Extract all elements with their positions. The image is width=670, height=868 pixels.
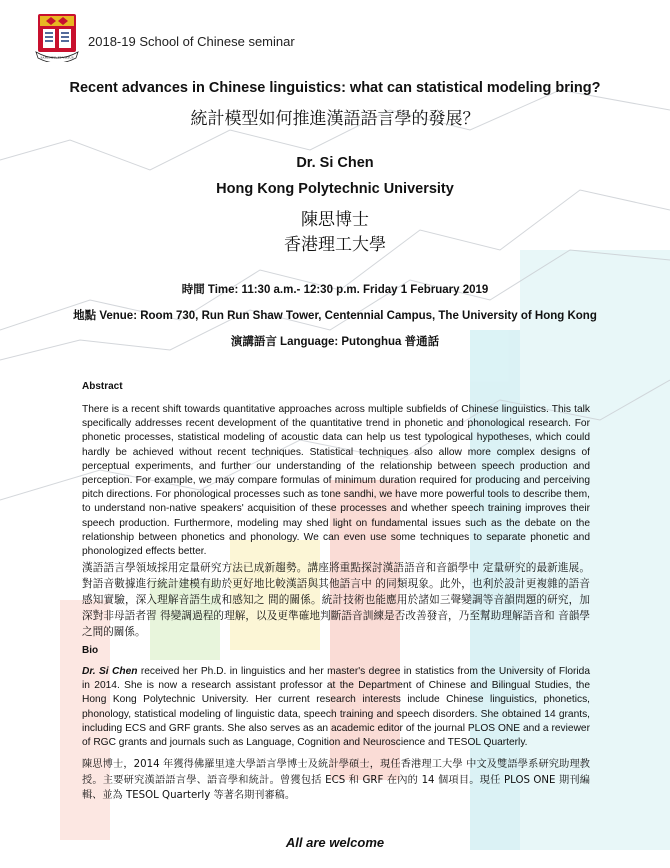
event-venue: 地點 Venue: Room 730, Run Run Shaw Tower, Centennial Campus, The University of Hong Kong [73, 310, 597, 322]
abstract-chinese: 漢語語言學領域採用定量研究方法已成新趨勢。講座將重點探討漢語語音和音韻學中 定量研究的最新進展。對語音數據進行統計建模有助於更好地比較漢語與其他語言中 的同類現象。此外，也利於設計更複雜的語音感知實驗，深入理解音語生成和感知之 間的關係。統計技術也能應用於諸如三聲變調等音韻問題的研究，加深對非母語者習 得變調過程的理解，以及更準確地判斷語音訓練是否改善發音，乃至幫助理解語音和 音韻學之間的關係。 [82, 562, 590, 638]
title-english: Recent advances in Chinese linguistics: what can statistical modeling bring? [69, 80, 601, 96]
speaker-affiliation: Hong Kong Polytechnic University [216, 181, 454, 197]
bio-speaker-name: Dr. Si Chen [82, 666, 138, 677]
speaker-name: Dr. Si Chen [296, 155, 374, 171]
speaker-name-chinese: 陳思博士 [301, 210, 369, 230]
bio-english [82, 665, 590, 750]
abstract-english: There is a recent shift towards quantitative approaches across multiple subfields of Chinese linguistics. This talk specifically addresses recent development of the quantitative trend in phonetic and phonological research. For phonetic processes, statistical modeling of acoustic data can help us test typological hypotheses, which could hardly be achieved without recent techniques. Statistical techniques also allow more complex designs of perceptual experiments, and further our understanding of the relationship between speech production and perception. For example, we may compare formulas of minimum duration required for producing and perceiving pitch directions. For phonological processes such as tone sandhi, we have more powerful tools to describe them, to understand non-native speakers' acquisition of these processes and whether speech training improves their speech production. Furthermore, modeling may shed light on fundamental issues such as the debate on the relationship between phonetics and phonology. We can even use some techniques to separate phonetic and phonologized effects better. [82, 404, 590, 558]
welcome-note: All are welcome [285, 835, 385, 850]
bio-chinese: 陳思博士，2014 年獲得佛羅里達大學語言學博士及統計學碩士，現任香港理工大學 中文及雙語學系研究助理教授。主要研究漢語語言學、語音學和統計。曾獲包括 ECS 和 GRF 在內的 14 個項目。現任 PLOS ONE 期刊編輯、並為 TESOL Quarterly 等著名期刊審稿。 [82, 759, 590, 801]
title-chinese: 統計模型如何推進漢語語言學的發展？ [190, 109, 480, 129]
event-time: 時間 Time: 11:30 a.m.- 12:30 p.m. Friday 1 February 2019 [181, 284, 489, 296]
speaker-affiliation-chinese: 香港理工大學 [284, 235, 386, 255]
abstract-heading: Abstract [82, 381, 123, 392]
bio-heading: Bio [82, 645, 99, 656]
bio-english-text: received her Ph.D. in linguistics and her master's degree in statistics from the University of Florida in 2014. She is now a research assistant professor at the Department of Chinese and Bilingual Studies, the Hong Kong Polytechnic University. Her current research interests include Chinese linguistics, phonetics, phonology, statistical modeling of linguistic data, speech training and speech disorders. She obtained 14 grants, including ECS and GRF grants. She also serves as an academic editor of the journal PLOS ONE and a reviewer of RGC grants and journals such as Language, Cognition and Neuroscience and TESOL Quarterly. [82, 666, 590, 749]
seminar-series-label: 2018-19 School of Chinese seminar [88, 34, 295, 49]
event-language: 演講語言 Language: Putonghua 普通話 [230, 336, 440, 348]
crest-motto: SAPIENTIA ET VIRTUS [40, 55, 74, 60]
university-crest-logo [34, 12, 80, 62]
